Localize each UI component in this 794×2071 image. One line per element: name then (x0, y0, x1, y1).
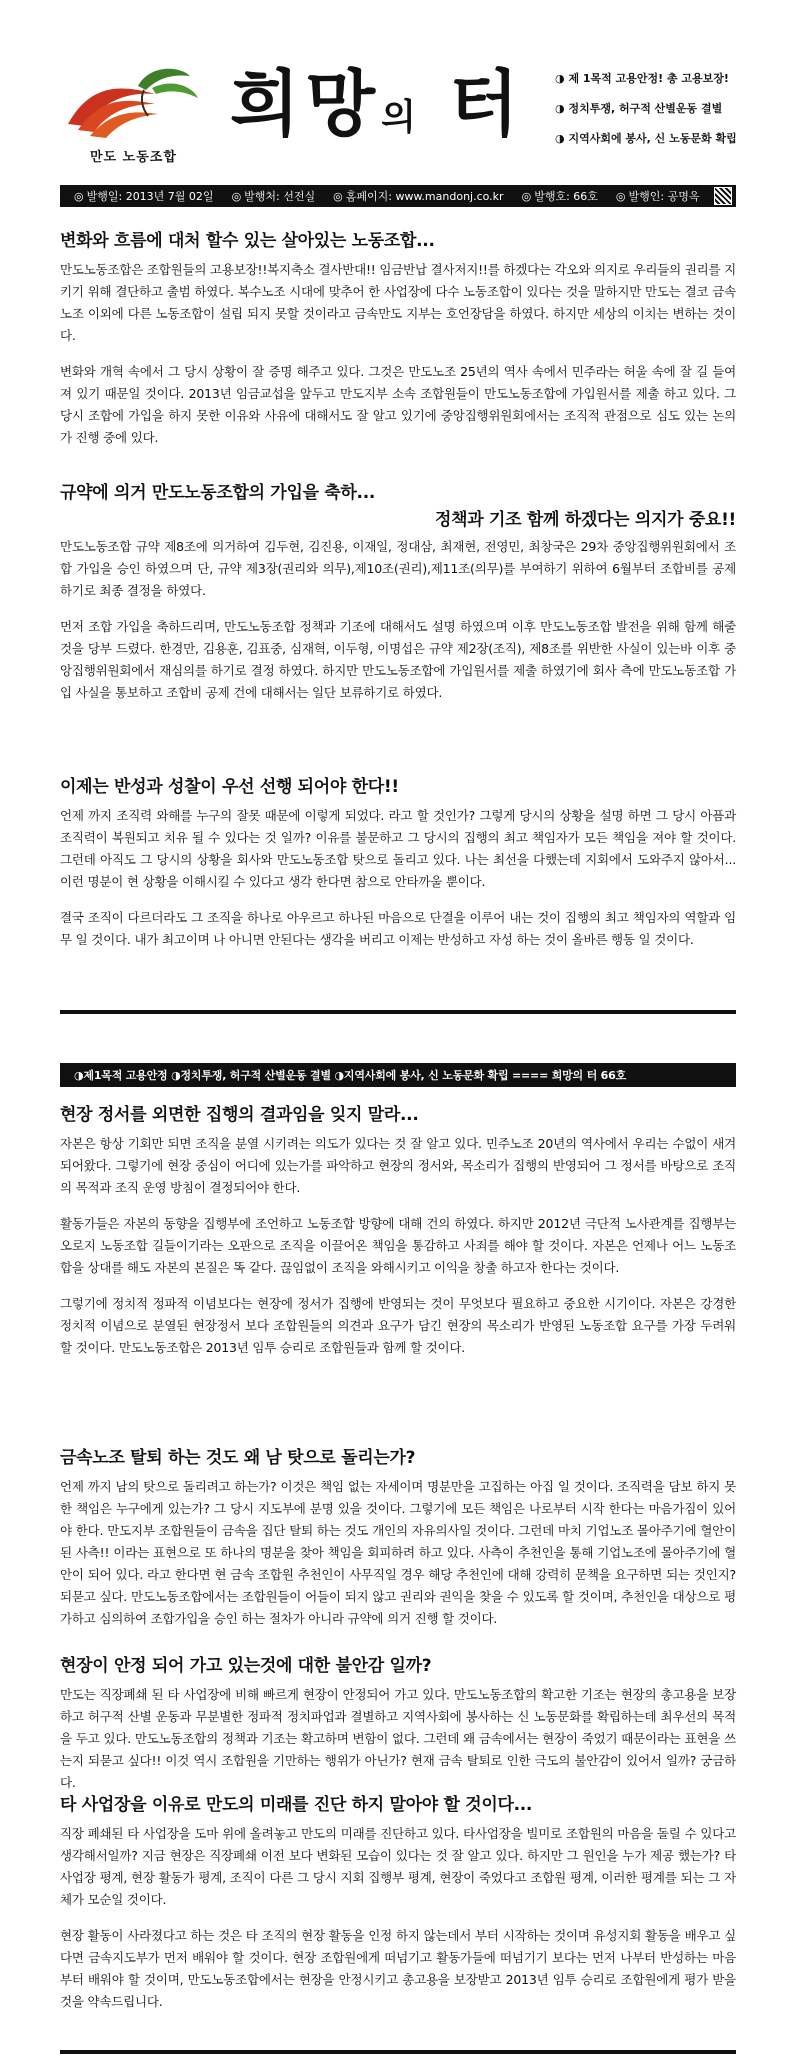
motto-list (555, 70, 735, 160)
article-3-paragraph-2: 결국 조직이 다르더라도 그 조직을 하나로 아우르고 하나된 마음으로 단결을 이루어 내는 것이 집행의 최고 책임자의 역할과 임무 일 것이다. 내가 최고이며 나 아니면 안된다는 생각을 버리고 이제는 반성하고 자성 하는 것이 올바른 행동 일 것이다. (60, 910, 736, 947)
article-7-paragraph-2: 현장 활동이 사라졌다고 하는 것은 타 조직의 현장 활동을 인정 하지 않는데서 부터 시작하는 것이며 유성지회 활동을 배우고 싶다면 금속지도부가 먼저 배워야 할 것이다. 현장 조합원에게 떠넘기고 활동가들에 떠넘기기 보다는 먼저 나부터 반성하는 마음부터 배워야 할 것이며, 만도노동조합에서는 현장을 안정시키고 총고용을 보장받고 2013년 임투 승리로 조합원에게 평가 받을 것을 약속드립니다. (60, 1928, 736, 2009)
logo (60, 64, 210, 164)
bottom-divider (60, 2050, 736, 2054)
article-6 (60, 1651, 736, 1808)
logo-emblem (60, 64, 210, 144)
article-2-paragraph-2: 먼저 조합 가입을 축하드리며, 만도노동조합 정책과 기조에 대해서도 설명 하였으며 이후 만도노동조합 발전을 위해 함께 해줄 것을 당부 드렸다. 한경만, 김용훈, 김표중, 심재혁, 이두형, 이명섭은 규약 제2장(조직), 제8조를 위반한 사실이 있는바 이후 중앙집행위원회에서 재심의를 하기로 결정 하였다. 하지만 만도노동조합에 가입원서를 제출 하였기에 회사 측에 만도노동조합 가입 사실을 통보하고 조합비 공제 건에 대해서는 일단 보류하기로 하였다. (60, 619, 736, 700)
motto-2: ◑ 정치투쟁, 허구적 산별운동 결별 (555, 100, 735, 116)
article-3 (60, 772, 736, 965)
editor: ◎ 발행인: 공명옥 (616, 188, 700, 204)
homepage-link[interactable]: ◎ 홈페이지: www.mandonj.co.kr (333, 188, 503, 204)
newsletter-title (230, 60, 610, 168)
masthead (60, 60, 736, 168)
article-3-paragraph-1: 언제 까지 조직력 와해를 누구의 잘못 때문에 이렇게 되었다. 라고 할 것인가? 그렇게 당시의 상황을 설명 하면 그 당시 아픔과 조직력이 복원되고 치유 될 수 있다는 것 일까? 이유를 불문하고 그 당시의 집행의 최고 책임자가 모든 책임을 져야 할 것이다. 그런데 아직도 그 당시의 상황을 회사와 만도노동조합 탓으로 돌리고 있다. 나는 최선을 다했는데 지회에서 도와주지 않아서... 이런 명분이 현 상황을 이해시킬 수 있다고 생각 한다면 참으로 안타까울 뿐이다. (60, 808, 736, 889)
article-1 (60, 226, 736, 463)
qr-code-icon (714, 187, 732, 205)
article-3-title: 이제는 반성과 성찰이 우선 선행 되어야 한다!! (60, 777, 399, 797)
article-7-title: 타 사업장을 이유로 만도의 미래를 진단 하지 말아야 할 것이다... (60, 1795, 533, 1815)
article-2-subtitle: 정책과 기조 함께 하겠다는 의지가 중요!! (435, 510, 736, 530)
motto-1: ◑ 제 1목적 고용안정! 총 고용보장! (555, 70, 735, 86)
article-5-title: 금속노조 탈퇴 하는 것도 왜 남 탓으로 돌리는가? (60, 1448, 416, 1468)
article-2-paragraph-1: 만도노동조합 규약 제8조에 의거하여 김두현, 김진용, 이재일, 정대삼, 최재현, 전영민, 최창국은 29차 중앙집행위원회에서 조합 가입을 승인 하였으며 단, 규약 제3장(권리와 의무),제10조(권리),제11조(의무)를 부여하기 위하여 6월부터 조합비를 공제하기로 최종 결정을 하였다. (60, 539, 736, 598)
article-4 (60, 1100, 736, 1373)
article-5 (60, 1443, 736, 1644)
article-2 (60, 478, 736, 718)
article-5-paragraph-1: 언제 까지 남의 탓으로 돌리려고 하는가? 이것은 책임 없는 자세이며 명분만을 고집하는 아집 일 것이다. 조직력을 담보 하지 못한 책임은 누구에게 있는가? 그 당시 지도부에 분명 있을 것이다. 그렇기에 모든 책임은 나로부터 시작 한다는 마음가짐이 있어야 한다. 만도지부 조합원들이 금속을 집단 탈퇴 하는 것도 개인의 자유의사일 것이다. 그런데 마치 기업노조 몰아주기에 혈안이 된 사측!! 이라는 표현으로 또 하나의 명분을 찾아 책임을 회피하려 하고 있다. 사측이 추천인을 통해 기업노조에 몰아주기에 혈안이 되어 있다. 라고 한다면 현 금속 조합원 추천인이 사무직일 경우 해당 추천인에 대해 강력히 문책을 요구하면 되는 것인지? 되묻고 싶다. 만도노동조합에서는 조합원들이 어들이 되지 않고 권리와 권익을 찾을 수 있도록 할 것이며, 추천인을 대상으로 평가하고 심의하여 조합가입을 승인 하는 절차가 아니라 규약에 의거 진행 할 것이다. (60, 1479, 736, 1626)
article-4-paragraph-3: 그렇기에 정치적 정파적 이념보다는 현장에 정서가 집행에 반영되는 것이 무엇보다 필요하고 중요한 시기이다. 자본은 강경한 정치적 이념으로 분열된 현장정서 보다 조합원들의 의견과 요구가 담긴 현장의 목소리가 반영된 노동조합 요구를 가장 두려워 할 것이다. 만도노동조합은 2013년 임투 승리로 조합원들과 함께 할 것이다. (60, 1296, 736, 1355)
article-2-title: 규약에 의거 만도노동조합의 가입을 축하... (60, 483, 376, 503)
article-6-title: 현장이 안정 되어 가고 있는것에 대한 불안감 일까? (60, 1656, 432, 1676)
article-1-title: 변화와 흐름에 대처 할수 있는 살아있는 노동조합... (60, 231, 435, 251)
article-7 (60, 1790, 736, 2027)
section-divider (60, 1010, 736, 1014)
article-1-paragraph-1: 만도노동조합은 조합원들의 고용보장!!복지축소 결사반대!! 임금반납 결사저지!!를 하겠다는 각오와 의지로 우리들의 권리를 지키기 위해 결단하고 출범 하였다. 복수노조 시대에 맞추어 한 사업장에 다수 노동조합이 있다는 것을 말하지만 만도는 결코 금속노조 이외에 다른 노동조합이 설립 되지 못할 것이라고 금속만도 지부는 호언장담을 하였다. 하지만 세상의 이치는 변하는 것이다. (60, 262, 737, 343)
article-4-title: 현장 정서를 외면한 집행의 결과임을 잊지 말라... (60, 1105, 419, 1125)
motto-3: ◑ 지역사회에 봉사, 신 노동문화 확립 (555, 130, 735, 146)
page-two-banner: ◑제1목적 고용안정 ◑정치투쟁, 허구적 산별운동 결별 ◑지역사회에 봉사, 신 노동문화 확립 ==== 희망의 터 66호 (60, 1063, 736, 1087)
publisher: ◎ 발행처: 선전실 (232, 188, 316, 204)
publish-date: ◎ 발행일: 2013년 7월 02일 (74, 188, 214, 204)
issue-number: ◎ 발행호: 66호 (522, 188, 598, 204)
article-4-paragraph-2: 활동가들은 자본의 동향을 집행부에 조언하고 노동조합 방향에 대해 건의 하였다. 하지만 2012년 극단적 노사관계를 집행부는 오로지 노동조합 길들이기라는 오판으로 조직을 이끌어온 책임을 통감하고 사죄를 해야 할 것이다. 자본은 언제나 어느 노동조합을 상대를 해도 자본의 본질은 똑 같다. 끊임없이 조직을 와해시키고 이익을 창출 하고자 한다는 것이다. (60, 1216, 736, 1275)
article-1-paragraph-2: 변화와 개혁 속에서 그 당시 상황이 잘 증명 해주고 있다. 그것은 만도노조 25년의 역사 속에서 민주라는 허울 속에 잘 길 들여져 있기 때문일 것이다. 2013년 임금교섭을 앞두고 만도지부 소속 조합원들이 만도노동조합에 가입원서를 제출 하고 있다. 그 당시 조합에 가입을 하지 못한 이유와 사유에 대해서도 잘 알고 있기에 중앙집행위원회에서는 조직적 관점으로 심도 있는 논의가 진행 중에 있다. (60, 364, 736, 445)
title-part-2: 의 (381, 96, 418, 138)
org-name: 만도 노동조합 (90, 150, 177, 165)
article-6-paragraph-1: 만도는 직장폐쇄 된 타 사업장에 비해 빠르게 현장이 안정되어 가고 있다. 만도노동조합의 확고한 기조는 현장의 총고용을 보장하고 허구적 산별 운동과 무분별한 정파적 정치파업과 결별하고 지역사회에 봉사하는 신 노동문화를 확립하는데 최우선의 목적을 두고 있다. 만도노동조합의 정책과 기조는 확고하며 변함이 없다. 그런데 왜 금속에서는 현장이 죽었기 때문이라는 표현을 쓰는지 되묻고 싶다!! 이것 역시 조합원을 기만하는 행위가 아닌가? 현재 금속 탈퇴로 인한 극도의 불안감이 있어서 일까? 궁금하다. (60, 1687, 736, 1790)
publication-info-bar (60, 185, 736, 207)
article-7-paragraph-1: 직장 폐쇄된 타 사업장을 도마 위에 올려놓고 만도의 미래를 진단하고 있다. 타사업장을 빌미로 조합원의 마음을 돌릴 수 있다고 생각해서일까? 지금 현장은 직장폐쇄 이전 보다 변화된 모습이 있다는 것 잘 알고 있다. 하지만 그 원인을 누가 제공 했는가? 타사업장 평계, 현장 활동가 평계, 조직이 다른 그 당시 지회 집행부 평계, 현장이 죽었다고 조합원 평계, 이러한 평계를 되는 그 자체가 모순일 것이다. (60, 1826, 736, 1907)
title-part-3: 터 (448, 61, 525, 146)
article-4-paragraph-1: 자본은 항상 기회만 되면 조직을 분열 시키려는 의도가 있다는 것 잘 알고 있다. 민주노조 20년의 역사에서 우리는 수없이 새겨 되어왔다. 그렇기에 현장 중심이 어디에 있는가를 파악하고 현장의 정서와, 목소리가 집행의 반영되어 그 정서를 바탕으로 조직의 목적과 조직 운영 방침이 결정되어야 한다. (60, 1136, 736, 1195)
title-part-1: 희망 (230, 61, 382, 146)
